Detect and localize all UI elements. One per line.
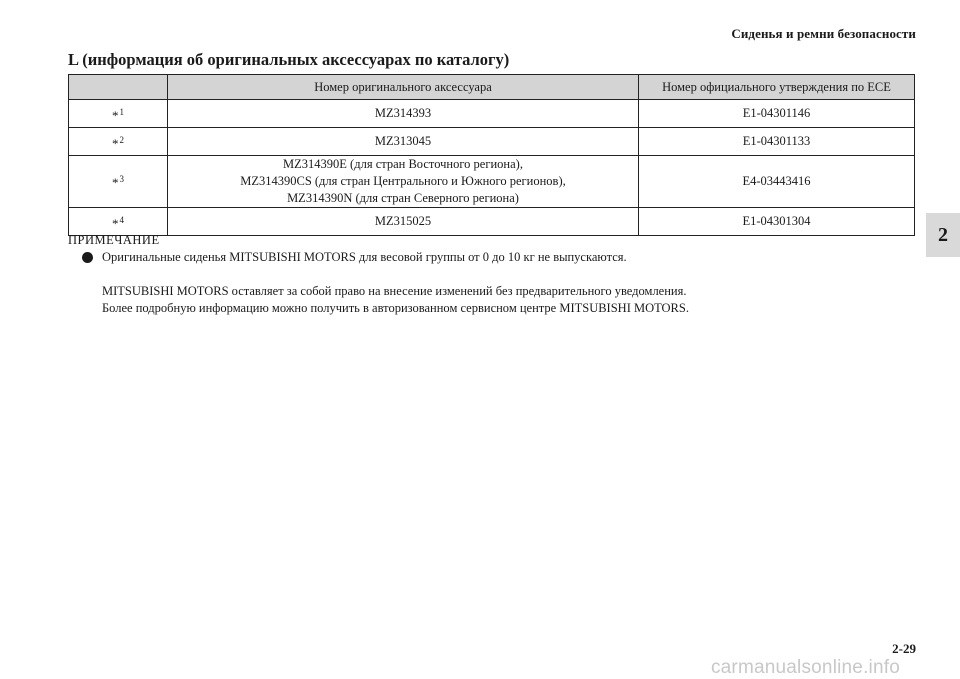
running-header: Сиденья и ремни безопасности <box>731 26 916 41</box>
note-block <box>68 232 689 317</box>
row-mark: *$^3$ <box>69 156 168 208</box>
note-paragraph: Более подробную информацию можно получить в авторизованном сервисном центре MITSUBISHI MOTORS. <box>102 301 689 315</box>
header-cell-mark <box>69 75 168 100</box>
row-mark: *$^2$ <box>69 128 168 156</box>
watermark: carmanualsonline.info <box>710 657 900 678</box>
note-title: ПРИМЕЧАНИЕ <box>68 233 160 247</box>
ece-number-cell: E1-04301146 <box>639 100 915 128</box>
part-number-cell: MZ315025 <box>168 208 639 236</box>
row-mark: *$^4$ <box>69 208 168 236</box>
accessory-table <box>68 74 915 236</box>
part-number-cell <box>168 156 639 208</box>
note-paragraph: MITSUBISHI MOTORS оставляет за собой право на внесение изменений без предварительного уведомления. <box>102 284 687 298</box>
ece-number-cell: E4-03443416 <box>639 156 915 208</box>
section-tab: 2 <box>926 213 960 257</box>
part-number-cell: MZ314393 <box>168 100 639 128</box>
table-row <box>69 100 915 128</box>
table-row <box>69 156 915 208</box>
ece-number-cell: E1-04301304 <box>639 208 915 236</box>
ece-number-cell: E1-04301133 <box>639 128 915 156</box>
part-number-line: MZ314390N (для стран Северного региона) <box>287 191 519 205</box>
section-heading: L (информация об оригинальных аксессуарах по каталогу) <box>68 50 510 69</box>
part-number-line: MZ314390CS (для стран Центрального и Южного регионов), <box>240 174 566 188</box>
table-row <box>69 128 915 156</box>
part-number-cell: MZ313045 <box>168 128 639 156</box>
part-number-line: MZ314390E (для стран Восточного региона), <box>283 157 523 171</box>
row-mark: *$^1$ <box>69 100 168 128</box>
bullet-icon <box>82 252 93 263</box>
table-header-row <box>69 75 915 100</box>
header-cell-part-number: Номер оригинального аксессуара <box>168 75 639 100</box>
note-bullet-text: Оригинальные сиденья MITSUBISHI MOTORS для весовой группы от 0 до 10 кг не выпускаются. <box>102 250 627 264</box>
page-number: 2-29 <box>892 641 916 656</box>
note-bullet-item <box>68 249 689 266</box>
header-cell-ece-number: Номер официального утверждения по ECE <box>639 75 915 100</box>
